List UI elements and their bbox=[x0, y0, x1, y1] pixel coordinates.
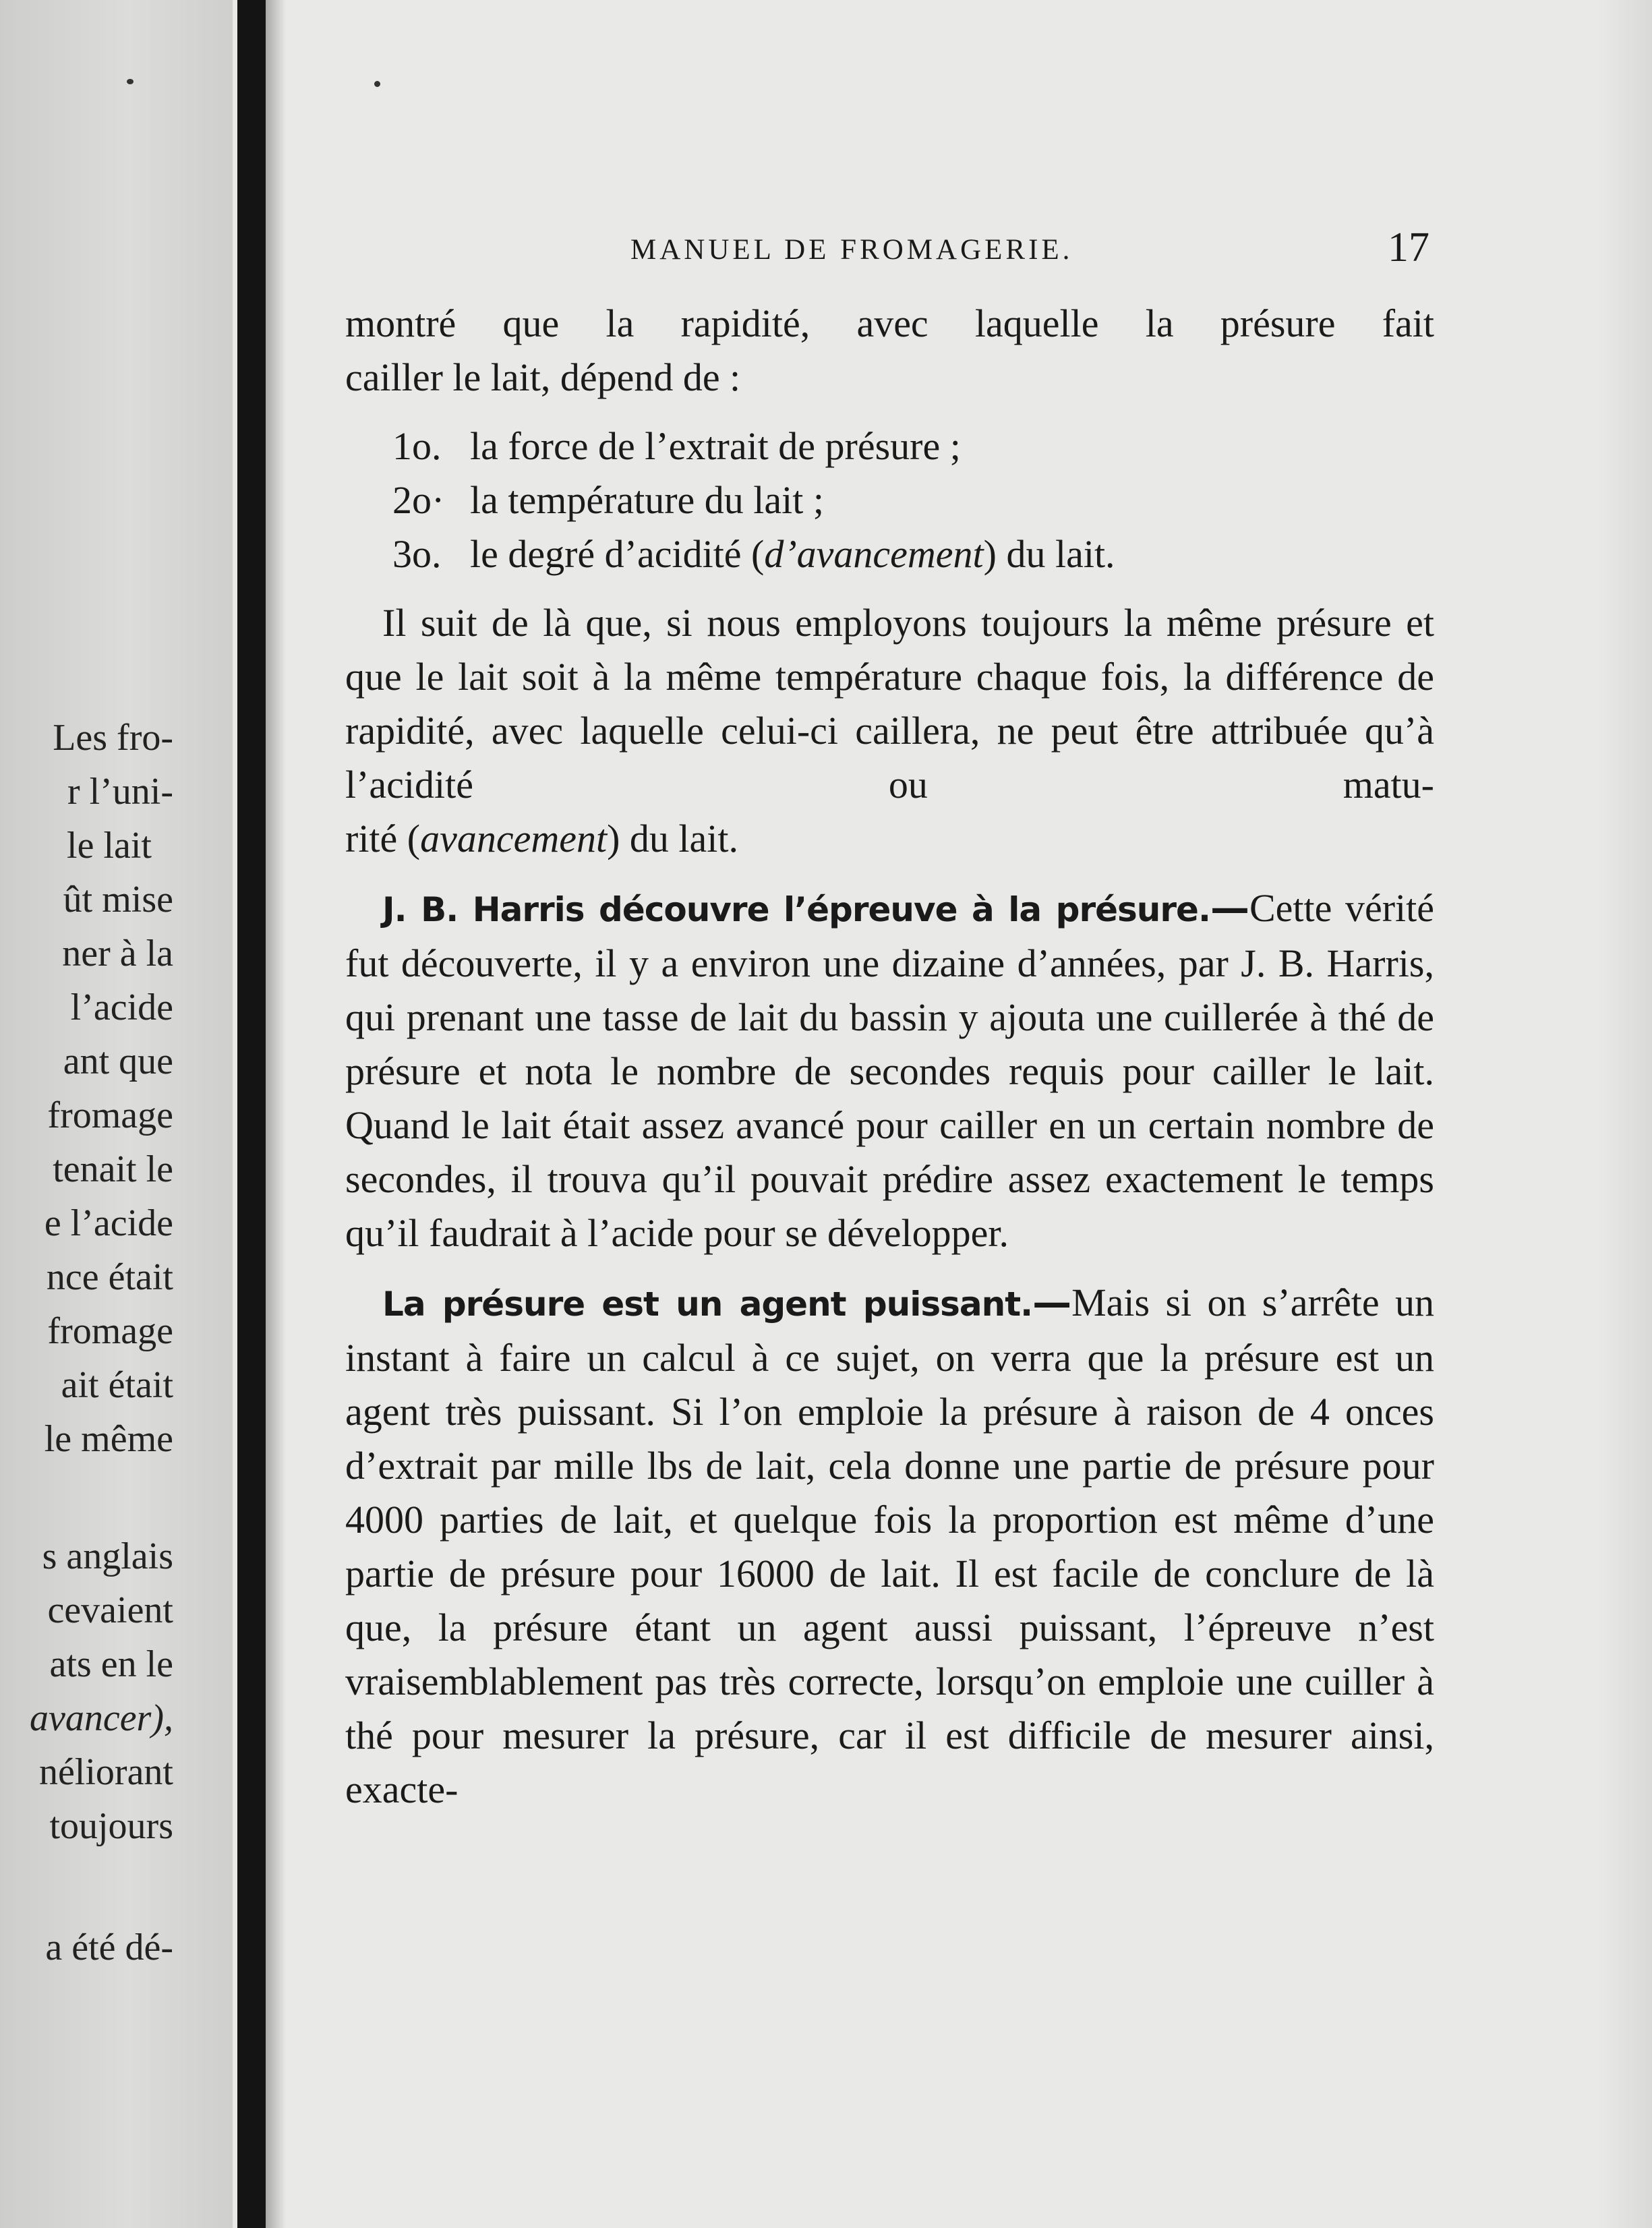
left-page-fragment: le lait bbox=[67, 825, 152, 867]
paragraph-acidity bbox=[345, 596, 1434, 812]
scan-speck bbox=[374, 81, 380, 87]
left-page-fragment: toujours bbox=[49, 1805, 173, 1847]
running-title: MANUEL DE FROMAGERIE. bbox=[630, 234, 1073, 266]
list-text-italic: d’avancement bbox=[764, 532, 984, 576]
section-heading: J. B. Harris découvre l’épreuve à la présure. bbox=[382, 890, 1210, 929]
list-text: la force de l’extrait de présure ; bbox=[470, 424, 961, 468]
section-harris bbox=[345, 881, 1434, 1260]
page-edge-shadow bbox=[1598, 0, 1652, 2228]
list-text: le degré d’acidité ( bbox=[470, 532, 765, 576]
left-page-fragment: le même bbox=[44, 1418, 173, 1460]
list-item bbox=[392, 473, 1434, 527]
list-number: 2o· bbox=[392, 478, 445, 522]
section-rennet bbox=[345, 1275, 1434, 1817]
left-page-fragment: s anglais bbox=[42, 1535, 173, 1577]
intro-line: montré que la rapidité, avec laquelle la présure fait bbox=[345, 301, 1434, 345]
list-item bbox=[392, 527, 1434, 581]
book-gutter bbox=[237, 0, 266, 2228]
left-page-fragment: ats en le bbox=[49, 1643, 173, 1685]
left-page-fragment: néliorant bbox=[38, 1751, 173, 1793]
left-page-fragment: a été dé- bbox=[45, 1927, 173, 1968]
left-page-fragment: ner à la bbox=[62, 933, 173, 974]
factor-list bbox=[392, 419, 1434, 581]
left-page-fragment: nce était bbox=[46, 1256, 173, 1298]
scan-speck bbox=[127, 79, 134, 84]
list-number: 1o. bbox=[392, 424, 442, 468]
page-number: 17 bbox=[1388, 225, 1429, 270]
running-header bbox=[630, 225, 1429, 275]
left-page-fragment: Les fro- bbox=[53, 717, 173, 759]
paragraph-italic: avancement bbox=[420, 817, 608, 860]
left-page-fragment: avancer), bbox=[29, 1697, 173, 1739]
left-page-fragment: fromage bbox=[47, 1094, 173, 1136]
paragraph-text: rité ( bbox=[345, 817, 421, 860]
gutter-shadow bbox=[266, 0, 286, 2228]
list-text: ) du lait. bbox=[983, 532, 1115, 576]
left-page-fragment: fromage bbox=[47, 1310, 173, 1352]
intro-line: cailler le lait, dépend de : bbox=[345, 355, 741, 399]
left-page-fragment: cevaient bbox=[47, 1589, 173, 1631]
section-text: Cette vérité fut découverte, il y a environ une dizaine d’années, par J. B. Harris, qui prenant une tasse de lait du bassin y ajouta une cuillerée à thé de présure et nota le nombre de secondes requis pour cailler le lait. Quand le lait était assez avancé pour cailler en un certain nombre de secondes, il trouva qu’il pouvait prédire assez exactement le temps qu’il faudrait à l’acide pour se développer. bbox=[345, 886, 1434, 1255]
left-page-fragment: tenait le bbox=[53, 1148, 173, 1190]
heading-dash: — bbox=[1210, 885, 1249, 931]
list-item bbox=[392, 419, 1434, 473]
paragraph-acidity-end bbox=[345, 812, 1434, 866]
left-page-fragment: ait était bbox=[61, 1364, 173, 1406]
left-page-fragment: ût mise bbox=[63, 879, 173, 920]
left-page-margin bbox=[0, 0, 233, 2228]
page-body bbox=[345, 297, 1434, 1817]
left-page-fragment: l’acide bbox=[70, 987, 173, 1028]
left-page-fragment: ant que bbox=[63, 1040, 173, 1082]
left-page-fragment: r l’uni- bbox=[67, 771, 173, 813]
list-number: 3o. bbox=[392, 532, 442, 576]
list-text: la température du lait ; bbox=[470, 478, 825, 522]
left-page-fragment: e l’acide bbox=[44, 1202, 173, 1244]
section-text: Mais si on s’arrête un instant à faire un calcul à ce sujet, on verra que la présure est un agent très puissant. Si l’on emploie la présure à raison de 4 onces d’extrait par mille lbs de lait, cela donne une partie de présure pour 4000 parties de lait, et quelque fois la proportion est même d’une partie de présure pour 16000 de lait. Il est facile de conclure de là que, la présure étant un agent aussi puissant, l’épreuve n’est vraisemblablement pas très correcte, lorsqu’on emploie une cuiller à thé pour mesurer la présure, car il est difficile de mesurer ainsi, exacte- bbox=[345, 1281, 1435, 1811]
heading-dash: — bbox=[1032, 1279, 1072, 1325]
paragraph-text: ) du lait. bbox=[607, 817, 738, 860]
paragraph-text: Il suit de là que, si nous employons toujours la même présure et que le lait soit à la même température chaque fois, la différence de rapidité, avec laquelle celui-ci caillera, ne peut être attribuée qu’à l’acidité ou matu- bbox=[345, 601, 1434, 807]
section-heading: La présure est un agent puissant. bbox=[382, 1285, 1033, 1324]
